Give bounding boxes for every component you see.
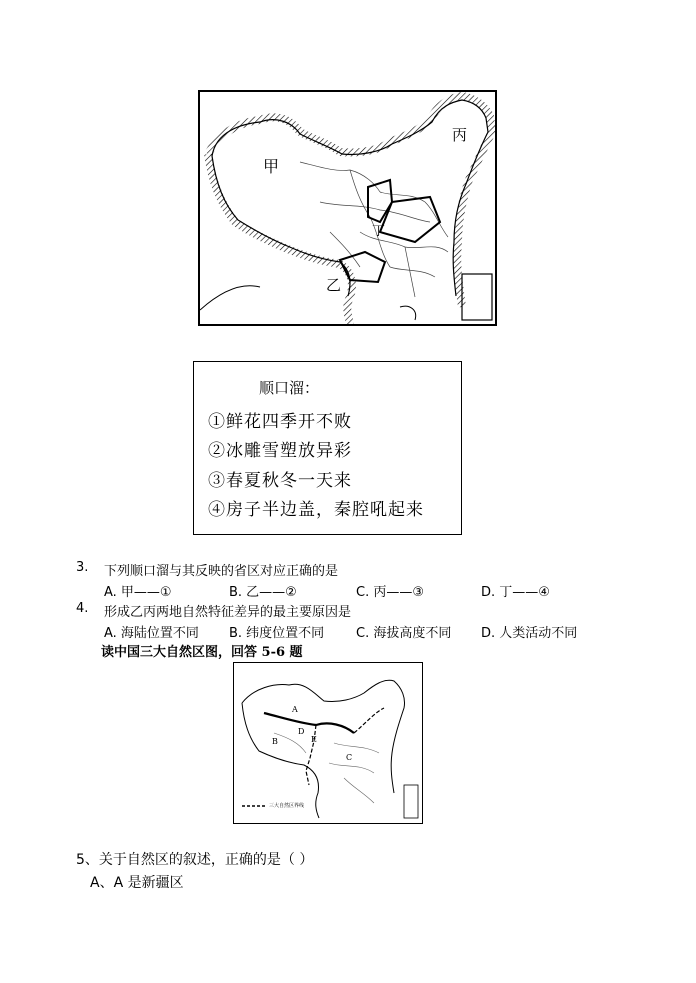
rhyme-title: 顺口溜： [259,379,320,397]
rhyme-line-3: ③春夏秋冬一天来 [208,471,352,491]
q5-text: 5、关于自然区的叙述，正确的是（ ） [76,852,314,868]
map2-label-b: B [272,737,278,746]
q4-option-d: D. 人类活动不同 [481,626,578,641]
map1-label-bing: 丙 [452,126,468,144]
map2-label-a: A [292,705,298,714]
instruction-text: 读中国三大自然区图，回答 5-6 题 [101,645,303,660]
rhyme-box [193,361,462,535]
q3-number: 3. [76,560,89,575]
china-map-outline [200,92,495,324]
q4-option-b: B. 纬度位置不同 [229,626,325,641]
natural-regions-outline [234,663,421,822]
map2-label-e: E [311,735,317,744]
q4-option-c: C. 海拔高度不同 [356,626,452,641]
map2-legend: 三大自然区界线 [269,803,305,809]
china-province-map [198,90,497,326]
q5-option-a: A、A 是新疆区 [90,875,184,891]
q3-option-a: A. 甲——① [104,585,172,600]
rhyme-line-1: ①鲜花四季开不败 [208,412,352,432]
q3-option-d: D. 丁——④ [481,585,550,600]
q3-text: 下列顺口溜与其反映的省区对应正确的是 [104,564,339,579]
map1-label-yi: 乙 [326,276,342,294]
q4-text: 形成乙丙两地自然特征差异的最主要原因是 [104,605,352,620]
map2-label-d: D [298,727,305,736]
map1-label-ding: 丁 [372,224,386,239]
q3-option-b: B. 乙——② [229,585,297,600]
q4-option-a: A. 海陆位置不同 [104,626,199,641]
natural-regions-map [233,662,423,824]
q3-option-c: C. 丙——③ [356,585,424,600]
map2-label-c: C [346,753,353,762]
q4-number: 4. [76,601,89,616]
map1-label-jia: 甲 [263,157,280,176]
rhyme-line-4: ④房子半边盖，秦腔吼起来 [208,500,424,520]
rhyme-line-2: ②冰雕雪塑放异彩 [208,441,352,461]
